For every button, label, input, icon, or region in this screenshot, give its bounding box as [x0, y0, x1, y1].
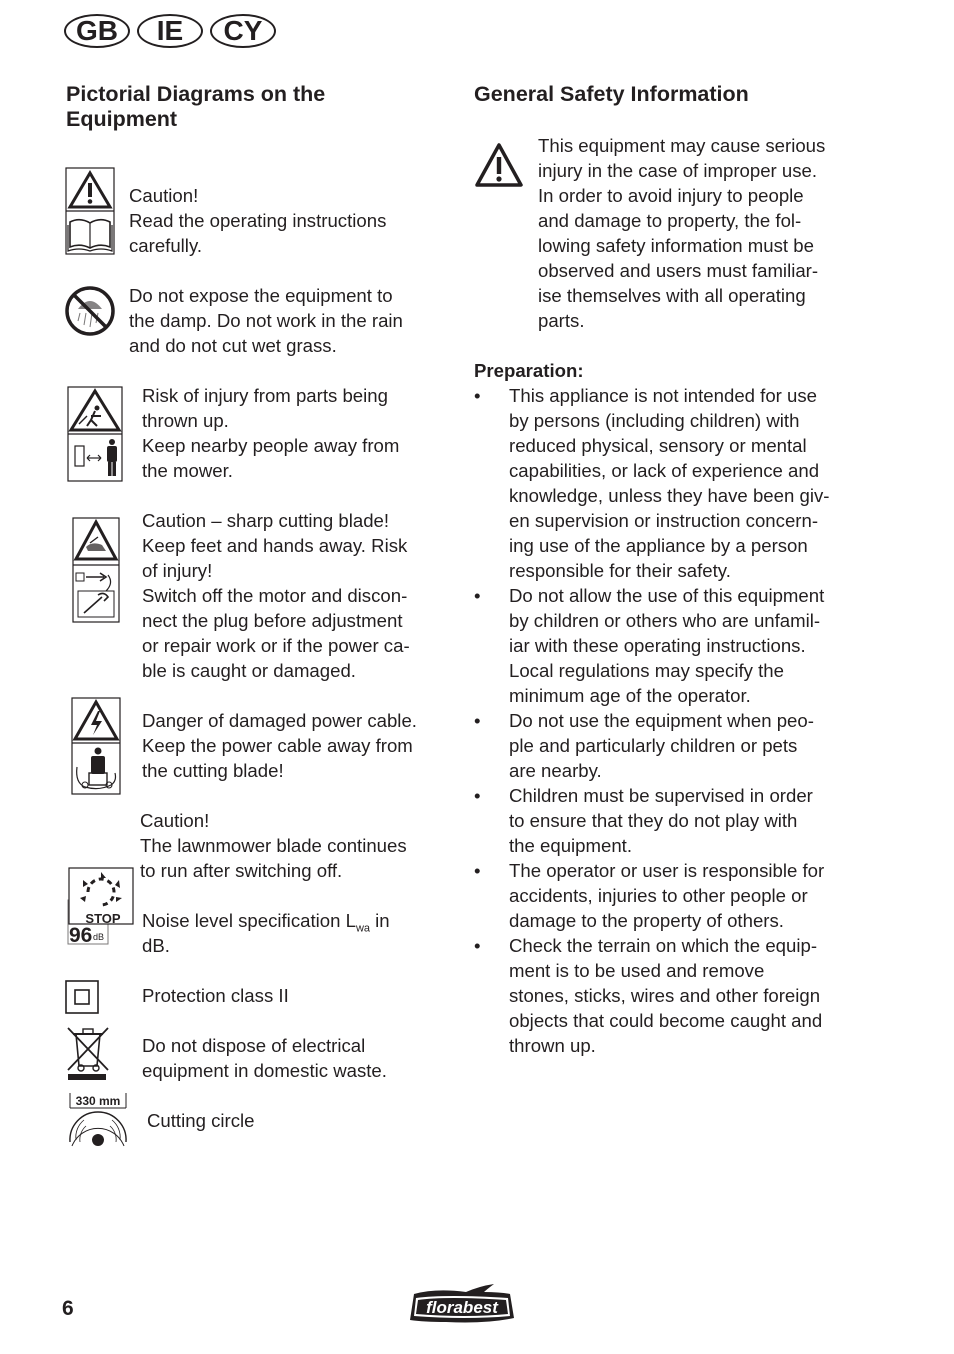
item-sharp-blade: Caution – sharp cutting blade! Keep feet and hands away. Risk of injury! Switch off the motor and discon- nect the plug before adjustment or repair work or if the power ca- ble is caught or damaged. [142, 510, 410, 681]
caution-read-manual-icon [65, 167, 115, 255]
florabest-logo [406, 1284, 516, 1326]
bullet: • [474, 785, 481, 806]
preparation-subheading: Preparation: [474, 360, 584, 381]
noise-unit: dB [93, 932, 105, 942]
warning-triangle-icon [474, 142, 524, 188]
lang-badge-ie: IE [137, 14, 203, 48]
list-item: • Do not allow the use of this equipment by children or others who are unfamil- iar with these operating instructions. Local regulations may specify the minimum age of the operator. [474, 585, 825, 706]
list-item: • This appliance is not intended for use by persons (including children) with reduced physical, sensory or mental capabilities, or lack of experience and knowledge, unless they have been giv- en supervision or instruction concern- ing use of the appliance by a person responsible for their safety. [474, 385, 830, 581]
bullet: • [474, 860, 481, 881]
item-cutting-circle: Cutting circle [147, 1110, 255, 1131]
lang-badge-gb: GB [64, 14, 130, 48]
preparation-list [474, 383, 864, 1058]
item-thrown-parts: Risk of injury from parts being thrown up. Keep nearby people away from the mower. [142, 385, 400, 481]
list-item: • Children must be supervised in order to ensure that they do not play with the equipment. [474, 785, 813, 856]
cutting-circle-icon [66, 1090, 130, 1150]
protection-class-icon [65, 980, 99, 1014]
sharp-blade-unplug-icon [72, 517, 120, 623]
safety-heading: General Safety Information [474, 82, 749, 106]
item-power-cable: Danger of damaged power cable. Keep the power cable away from the cutting blade! [142, 710, 417, 781]
list-item: • Do not use the equipment when peo- ple and particularly children or pets are nearby. [474, 710, 814, 781]
cut-size-label: 330 mm [75, 1094, 121, 1108]
stop-label: STOP [85, 911, 121, 926]
pictorial-heading: Pictorial Diagrams on the Equipment [66, 82, 326, 131]
item-no-damp: Do not expose the equipment to the damp. Do not work in the rain and do not cut wet grass. [129, 285, 403, 356]
page-number: 6 [62, 1297, 74, 1320]
blade-stop-noise-icon [66, 866, 136, 946]
weee-bin-icon [64, 1024, 112, 1082]
bullet: • [474, 935, 481, 956]
item-protection-class: Protection class II [142, 985, 289, 1006]
brand-wordmark: florabest [426, 1298, 498, 1317]
electric-cable-danger-icon [71, 697, 121, 795]
list-item: • The operator or user is responsible for accidents, injuries to other people or damage to the property of others. [474, 860, 825, 931]
list-item: • Check the terrain on which the equip- ment is to be used and remove stones, sticks, wires and other foreign objects that could become caught and thrown up. [474, 935, 823, 1056]
lang-badge-cy: CY [210, 14, 276, 48]
bullet: • [474, 385, 481, 406]
item-noise: Noise level specification $L_{wa}$ in dB. [142, 910, 390, 956]
item-caution-read: Caution! Read the operating instructions carefully. [129, 185, 387, 256]
no-rain-icon [64, 285, 116, 337]
item-weee: Do not dispose of electrical equipment in domestic waste. [142, 1035, 387, 1081]
item-blade-continues: Caution! The lawnmower blade continues to run after switching off. [140, 810, 407, 881]
noise-value: 96 [69, 924, 93, 946]
bullet: • [474, 710, 481, 731]
thrown-objects-distance-icon [67, 386, 123, 482]
safety-intro: This equipment may cause serious injury in the case of improper use. In order to avoid injury to people and damage to property, the fol- lowing safety information must be observed and users must familiar- ise themselves with all operating parts. [538, 135, 826, 331]
bullet: • [474, 585, 481, 606]
